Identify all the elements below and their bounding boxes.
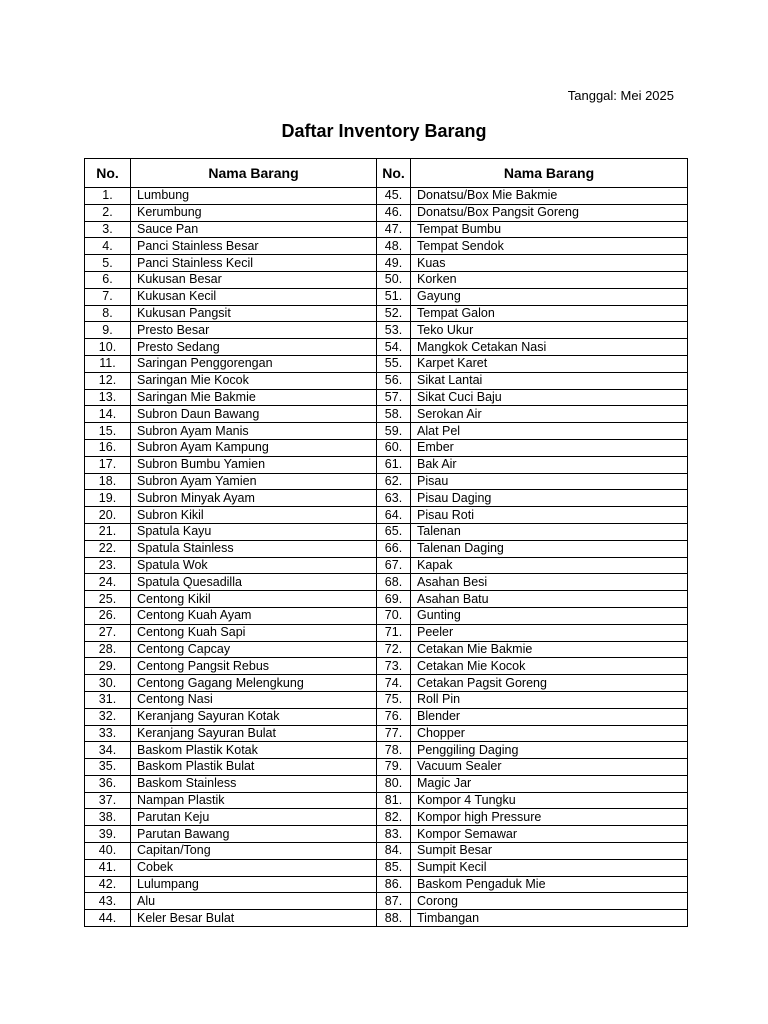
- item-number: 56.: [377, 372, 411, 389]
- item-number: 57.: [377, 389, 411, 406]
- table-row: [85, 322, 688, 339]
- item-name: Tempat Sendok: [411, 238, 688, 255]
- table-row: [85, 809, 688, 826]
- column-header-no-right: No.: [377, 159, 411, 188]
- item-name: Teko Ukur: [411, 322, 688, 339]
- item-number: 32.: [85, 708, 131, 725]
- item-number: 37.: [85, 792, 131, 809]
- item-name: Pisau Daging: [411, 490, 688, 507]
- item-name: Saringan Mie Bakmie: [131, 389, 377, 406]
- item-name: Presto Sedang: [131, 339, 377, 356]
- document-date: Tanggal: Mei 2025: [567, 88, 674, 103]
- item-name: Lulumpang: [131, 876, 377, 893]
- item-name: Subron Bumbu Yamien: [131, 456, 377, 473]
- item-number: 38.: [85, 809, 131, 826]
- item-name: Keler Besar Bulat: [131, 910, 377, 927]
- item-name: Alu: [131, 893, 377, 910]
- item-number: 13.: [85, 389, 131, 406]
- item-number: 76.: [377, 708, 411, 725]
- item-number: 82.: [377, 809, 411, 826]
- item-number: 36.: [85, 775, 131, 792]
- item-number: 85.: [377, 859, 411, 876]
- item-name: Centong Kuah Ayam: [131, 607, 377, 624]
- item-name: Corong: [411, 893, 688, 910]
- table-row: [85, 742, 688, 759]
- item-number: 3.: [85, 221, 131, 238]
- item-number: 48.: [377, 238, 411, 255]
- item-number: 49.: [377, 255, 411, 272]
- item-number: 30.: [85, 675, 131, 692]
- item-name: Serokan Air: [411, 406, 688, 423]
- item-name: Kerumbung: [131, 204, 377, 221]
- item-number: 60.: [377, 439, 411, 456]
- item-number: 19.: [85, 490, 131, 507]
- table-row: [85, 910, 688, 927]
- item-name: Centong Pangsit Rebus: [131, 658, 377, 675]
- item-number: 86.: [377, 876, 411, 893]
- item-name: Magic Jar: [411, 775, 688, 792]
- item-number: 35.: [85, 759, 131, 776]
- table-row: [85, 204, 688, 221]
- table-row: [85, 574, 688, 591]
- item-number: 72.: [377, 641, 411, 658]
- table-row: [85, 507, 688, 524]
- table-row: [85, 658, 688, 675]
- item-number: 75.: [377, 691, 411, 708]
- item-name: Subron Minyak Ayam: [131, 490, 377, 507]
- item-name: Spatula Wok: [131, 557, 377, 574]
- item-name: Vacuum Sealer: [411, 759, 688, 776]
- item-number: 68.: [377, 574, 411, 591]
- table-row: [85, 641, 688, 658]
- table-row: [85, 624, 688, 641]
- table-row: [85, 540, 688, 557]
- item-number: 11.: [85, 355, 131, 372]
- item-name: Centong Capcay: [131, 641, 377, 658]
- item-number: 54.: [377, 339, 411, 356]
- item-number: 16.: [85, 439, 131, 456]
- item-number: 81.: [377, 792, 411, 809]
- item-number: 40.: [85, 843, 131, 860]
- item-number: 14.: [85, 406, 131, 423]
- item-number: 46.: [377, 204, 411, 221]
- item-number: 64.: [377, 507, 411, 524]
- item-number: 20.: [85, 507, 131, 524]
- item-number: 84.: [377, 843, 411, 860]
- item-number: 22.: [85, 540, 131, 557]
- item-number: 43.: [85, 893, 131, 910]
- item-name: Keranjang Sayuran Bulat: [131, 725, 377, 742]
- item-name: Pisau Roti: [411, 507, 688, 524]
- table-row: [85, 708, 688, 725]
- item-number: 70.: [377, 607, 411, 624]
- item-name: Donatsu/Box Mie Bakmie: [411, 188, 688, 205]
- item-name: Cetakan Mie Bakmie: [411, 641, 688, 658]
- item-name: Centong Gagang Melengkung: [131, 675, 377, 692]
- item-name: Spatula Stainless: [131, 540, 377, 557]
- item-name: Cobek: [131, 859, 377, 876]
- item-name: Panci Stainless Kecil: [131, 255, 377, 272]
- table-row: [85, 675, 688, 692]
- item-number: 88.: [377, 910, 411, 927]
- item-name: Sumpit Besar: [411, 843, 688, 860]
- item-name: Cetakan Pagsit Goreng: [411, 675, 688, 692]
- table-row: [85, 288, 688, 305]
- item-name: Bak Air: [411, 456, 688, 473]
- item-number: 29.: [85, 658, 131, 675]
- table-row: [85, 271, 688, 288]
- table-row: [85, 238, 688, 255]
- item-name: Kompor Semawar: [411, 826, 688, 843]
- item-number: 27.: [85, 624, 131, 641]
- item-name: Presto Besar: [131, 322, 377, 339]
- item-name: Chopper: [411, 725, 688, 742]
- item-number: 66.: [377, 540, 411, 557]
- item-name: Parutan Keju: [131, 809, 377, 826]
- item-name: Asahan Batu: [411, 591, 688, 608]
- table-row: [85, 339, 688, 356]
- table-row: [85, 859, 688, 876]
- item-number: 7.: [85, 288, 131, 305]
- item-number: 8.: [85, 305, 131, 322]
- table-row: [85, 372, 688, 389]
- table-row: [85, 523, 688, 540]
- item-name: Blender: [411, 708, 688, 725]
- item-number: 41.: [85, 859, 131, 876]
- item-name: Karpet Karet: [411, 355, 688, 372]
- item-number: 80.: [377, 775, 411, 792]
- item-name: Timbangan: [411, 910, 688, 927]
- item-number: 2.: [85, 204, 131, 221]
- item-number: 18.: [85, 473, 131, 490]
- item-number: 5.: [85, 255, 131, 272]
- item-number: 4.: [85, 238, 131, 255]
- item-name: Kompor 4 Tungku: [411, 792, 688, 809]
- item-name: Baskom Plastik Kotak: [131, 742, 377, 759]
- item-number: 28.: [85, 641, 131, 658]
- item-number: 50.: [377, 271, 411, 288]
- item-number: 77.: [377, 725, 411, 742]
- item-name: Spatula Kayu: [131, 523, 377, 540]
- column-header-name-right: Nama Barang: [411, 159, 688, 188]
- item-number: 33.: [85, 725, 131, 742]
- table-row: [85, 305, 688, 322]
- item-name: Baskom Stainless: [131, 775, 377, 792]
- item-number: 83.: [377, 826, 411, 843]
- item-number: 74.: [377, 675, 411, 692]
- item-name: Keranjang Sayuran Kotak: [131, 708, 377, 725]
- item-name: Sauce Pan: [131, 221, 377, 238]
- item-number: 39.: [85, 826, 131, 843]
- table-row: [85, 456, 688, 473]
- item-number: 51.: [377, 288, 411, 305]
- item-name: Gunting: [411, 607, 688, 624]
- item-name: Kompor high Pressure: [411, 809, 688, 826]
- table-row: [85, 893, 688, 910]
- item-name: Subron Ayam Manis: [131, 423, 377, 440]
- item-number: 87.: [377, 893, 411, 910]
- table-row: [85, 826, 688, 843]
- item-name: Baskom Pengaduk Mie: [411, 876, 688, 893]
- item-name: Alat Pel: [411, 423, 688, 440]
- item-name: Saringan Penggorengan: [131, 355, 377, 372]
- item-number: 65.: [377, 523, 411, 540]
- item-number: 62.: [377, 473, 411, 490]
- item-name: Asahan Besi: [411, 574, 688, 591]
- item-number: 15.: [85, 423, 131, 440]
- item-name: Saringan Mie Kocok: [131, 372, 377, 389]
- table-row: [85, 557, 688, 574]
- item-number: 25.: [85, 591, 131, 608]
- item-name: Parutan Bawang: [131, 826, 377, 843]
- item-number: 44.: [85, 910, 131, 927]
- item-name: Subron Kikil: [131, 507, 377, 524]
- table-row: [85, 792, 688, 809]
- table-row: [85, 473, 688, 490]
- item-name: Centong Nasi: [131, 691, 377, 708]
- item-number: 23.: [85, 557, 131, 574]
- item-name: Talenan Daging: [411, 540, 688, 557]
- item-number: 10.: [85, 339, 131, 356]
- item-name: Tempat Bumbu: [411, 221, 688, 238]
- item-number: 61.: [377, 456, 411, 473]
- item-number: 17.: [85, 456, 131, 473]
- item-name: Sumpit Kecil: [411, 859, 688, 876]
- table-row: [85, 406, 688, 423]
- item-name: Lumbung: [131, 188, 377, 205]
- item-name: Kuas: [411, 255, 688, 272]
- item-number: 58.: [377, 406, 411, 423]
- item-name: Kukusan Pangsit: [131, 305, 377, 322]
- table-row: [85, 843, 688, 860]
- item-name: Donatsu/Box Pangsit Goreng: [411, 204, 688, 221]
- table-row: [85, 423, 688, 440]
- item-number: 73.: [377, 658, 411, 675]
- table-row: [85, 876, 688, 893]
- table-header-row: [85, 159, 688, 188]
- inventory-table: [84, 158, 688, 927]
- column-header-no-left: No.: [85, 159, 131, 188]
- item-number: 42.: [85, 876, 131, 893]
- item-name: Subron Daun Bawang: [131, 406, 377, 423]
- item-name: Capitan/Tong: [131, 843, 377, 860]
- item-number: 6.: [85, 271, 131, 288]
- item-number: 21.: [85, 523, 131, 540]
- item-number: 31.: [85, 691, 131, 708]
- table-row: [85, 490, 688, 507]
- table-row: [85, 759, 688, 776]
- item-name: Spatula Quesadilla: [131, 574, 377, 591]
- item-name: Kapak: [411, 557, 688, 574]
- item-name: Kukusan Kecil: [131, 288, 377, 305]
- item-name: Subron Ayam Kampung: [131, 439, 377, 456]
- item-number: 53.: [377, 322, 411, 339]
- item-number: 67.: [377, 557, 411, 574]
- item-number: 12.: [85, 372, 131, 389]
- item-number: 9.: [85, 322, 131, 339]
- table-row: [85, 389, 688, 406]
- item-number: 55.: [377, 355, 411, 372]
- item-number: 71.: [377, 624, 411, 641]
- item-name: Panci Stainless Besar: [131, 238, 377, 255]
- item-name: Nampan Plastik: [131, 792, 377, 809]
- item-name: Sikat Cuci Baju: [411, 389, 688, 406]
- item-number: 79.: [377, 759, 411, 776]
- table-row: [85, 188, 688, 205]
- item-number: 34.: [85, 742, 131, 759]
- item-number: 45.: [377, 188, 411, 205]
- table-row: [85, 725, 688, 742]
- document-title: Daftar Inventory Barang: [281, 121, 487, 141]
- item-name: Penggiling Daging: [411, 742, 688, 759]
- item-name: Tempat Galon: [411, 305, 688, 322]
- item-number: 69.: [377, 591, 411, 608]
- item-name: Gayung: [411, 288, 688, 305]
- table-row: [85, 439, 688, 456]
- table-body: [85, 188, 688, 927]
- table-row: [85, 221, 688, 238]
- table-row: [85, 691, 688, 708]
- table-row: [85, 607, 688, 624]
- item-name: Kukusan Besar: [131, 271, 377, 288]
- item-number: 78.: [377, 742, 411, 759]
- table-row: [85, 775, 688, 792]
- table-row: [85, 255, 688, 272]
- item-number: 26.: [85, 607, 131, 624]
- item-number: 63.: [377, 490, 411, 507]
- item-name: Centong Kikil: [131, 591, 377, 608]
- column-header-name-left: Nama Barang: [131, 159, 377, 188]
- item-name: Pisau: [411, 473, 688, 490]
- item-name: Korken: [411, 271, 688, 288]
- item-name: Baskom Plastik Bulat: [131, 759, 377, 776]
- item-number: 47.: [377, 221, 411, 238]
- item-number: 59.: [377, 423, 411, 440]
- table-row: [85, 355, 688, 372]
- item-number: 1.: [85, 188, 131, 205]
- item-name: Sikat Lantai: [411, 372, 688, 389]
- item-name: Subron Ayam Yamien: [131, 473, 377, 490]
- item-name: Cetakan Mie Kocok: [411, 658, 688, 675]
- item-number: 24.: [85, 574, 131, 591]
- item-name: Peeler: [411, 624, 688, 641]
- table-row: [85, 591, 688, 608]
- item-name: Ember: [411, 439, 688, 456]
- item-name: Roll Pin: [411, 691, 688, 708]
- item-name: Talenan: [411, 523, 688, 540]
- item-name: Mangkok Cetakan Nasi: [411, 339, 688, 356]
- item-number: 52.: [377, 305, 411, 322]
- item-name: Centong Kuah Sapi: [131, 624, 377, 641]
